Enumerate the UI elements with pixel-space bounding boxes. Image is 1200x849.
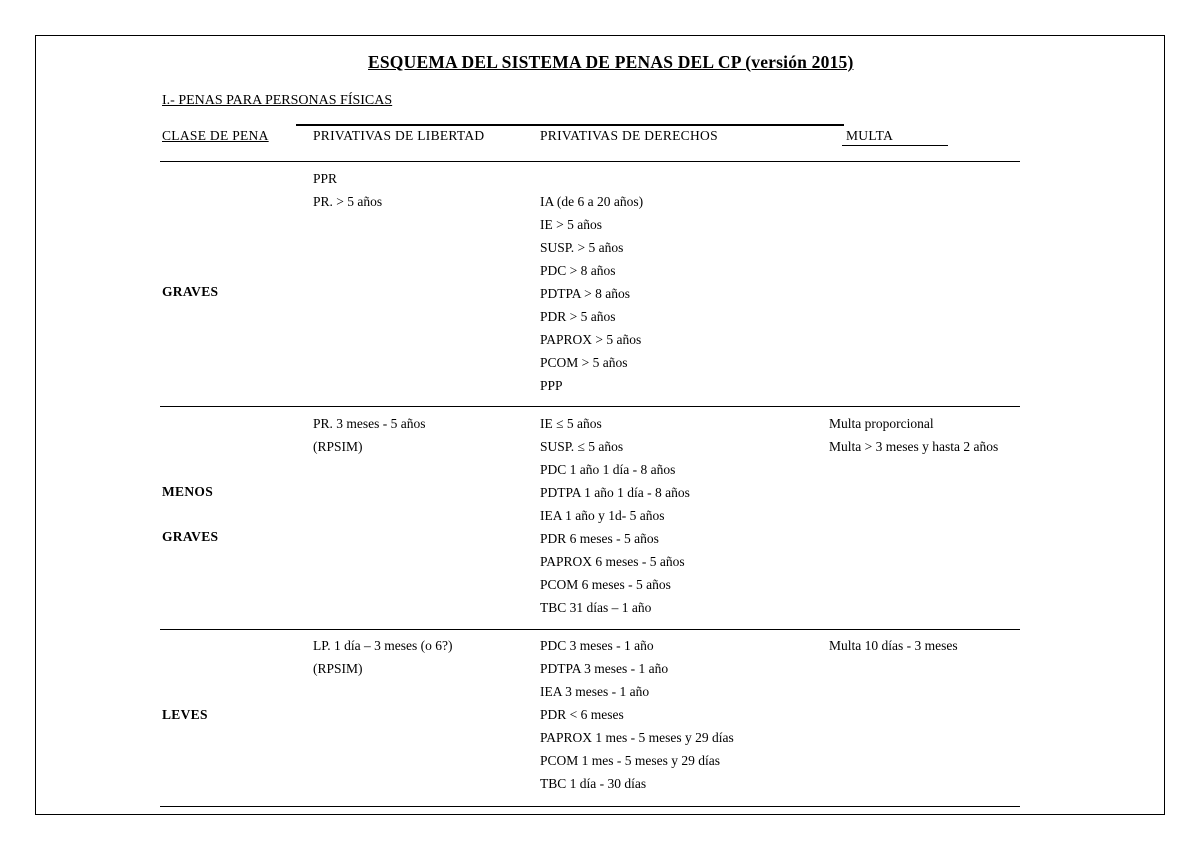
list-item: PDC 1 año 1 día - 8 años: [540, 462, 676, 477]
list-item: PCOM 1 mes - 5 meses y 29 días: [540, 753, 720, 768]
list-item: PAPROX > 5 años: [540, 332, 642, 347]
list-item: PDTPA 1 año 1 día - 8 años: [540, 485, 690, 500]
row-divider: [160, 806, 1020, 807]
clase-menos-graves: GRAVES: [162, 529, 219, 544]
list-item: PPP: [540, 378, 563, 393]
list-item: PDTPA > 8 años: [540, 286, 631, 301]
list-item: PCOM > 5 años: [540, 355, 628, 370]
list-item: Multa > 3 meses y hasta 2 años: [829, 439, 999, 454]
menos-graves-libertad: [313, 412, 426, 458]
list-item: PDC > 8 años: [540, 263, 616, 278]
header-multa-underline: [842, 145, 948, 146]
header-top-rule: [296, 124, 844, 126]
list-item: PAPROX 6 meses - 5 años: [540, 554, 685, 569]
clase-graves: GRAVES: [162, 284, 219, 299]
list-item: (RPSIM): [313, 439, 363, 454]
leves-multa: [829, 634, 958, 657]
list-item: Multa proporcional: [829, 416, 934, 431]
list-item: PDR < 6 meses: [540, 707, 624, 722]
list-item: PDTPA 3 meses - 1 año: [540, 661, 669, 676]
row-divider: [160, 629, 1020, 630]
list-item: IE ≤ 5 años: [540, 416, 602, 431]
list-item: TBC 31 días – 1 año: [540, 600, 652, 615]
leves-derechos: [540, 634, 734, 795]
list-item: PR. 3 meses - 5 años: [313, 416, 426, 431]
document-title: ESQUEMA DEL SISTEMA DE PENAS DEL CP (versión 2015): [368, 52, 854, 72]
list-item: LP. 1 día – 3 meses (o 6?): [313, 638, 453, 653]
list-item: IEA 1 año y 1d- 5 años: [540, 508, 665, 523]
menos-graves-multa: [829, 412, 998, 458]
graves-derechos: [540, 190, 643, 397]
clase-leves: LEVES: [162, 707, 208, 722]
list-item: IE > 5 años: [540, 217, 602, 232]
list-item: PCOM 6 meses - 5 años: [540, 577, 671, 592]
list-item: PDR 6 meses - 5 años: [540, 531, 659, 546]
list-item: TBC 1 día - 30 días: [540, 776, 647, 791]
header-libertad: PRIVATIVAS DE LIBERTAD: [313, 128, 485, 143]
list-item: PR. > 5 años: [313, 194, 383, 209]
list-item: PPR: [313, 171, 338, 186]
menos-graves-derechos: [540, 412, 690, 619]
header-derechos: PRIVATIVAS DE DERECHOS: [540, 128, 718, 143]
leves-libertad: [313, 634, 452, 680]
list-item: SUSP. ≤ 5 años: [540, 439, 624, 454]
list-item: Multa 10 días - 3 meses: [829, 638, 958, 653]
row-divider: [160, 161, 1020, 162]
list-item: SUSP. > 5 años: [540, 240, 624, 255]
graves-libertad: [313, 167, 382, 213]
list-item: PDR > 5 años: [540, 309, 616, 324]
header-clase: CLASE DE PENA: [162, 128, 269, 143]
list-item: PDC 3 meses - 1 año: [540, 638, 654, 653]
list-item: IEA 3 meses - 1 año: [540, 684, 650, 699]
list-item: IA (de 6 a 20 años): [540, 194, 644, 209]
header-multa: MULTA: [846, 128, 894, 143]
list-item: PAPROX 1 mes - 5 meses y 29 días: [540, 730, 734, 745]
list-item: (RPSIM): [313, 661, 363, 676]
row-divider: [160, 406, 1020, 407]
section-heading: I.- PENAS PARA PERSONAS FÍSICAS: [162, 93, 393, 108]
clase-menos: MENOS: [162, 484, 214, 499]
